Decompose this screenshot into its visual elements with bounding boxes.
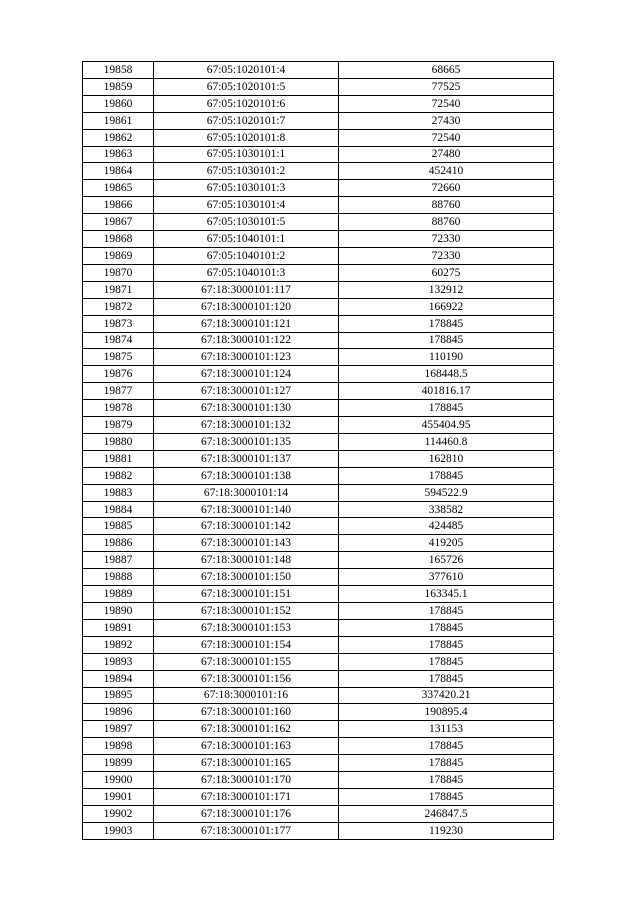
row-number-cell: 19900 <box>83 772 154 789</box>
value-cell: 162810 <box>339 450 554 467</box>
cadastral-number-cell: 67:18:3000101:155 <box>154 653 339 670</box>
cadastral-number-cell: 67:18:3000101:121 <box>154 315 339 332</box>
value-cell: 338582 <box>339 501 554 518</box>
value-cell: 452410 <box>339 163 554 180</box>
value-cell: 178845 <box>339 332 554 349</box>
table-row <box>83 670 554 687</box>
table-row <box>83 772 554 789</box>
table-row <box>83 822 554 839</box>
cadastral-number-cell: 67:18:3000101:122 <box>154 332 339 349</box>
table-row <box>83 231 554 248</box>
table-row <box>83 738 554 755</box>
cadastral-number-cell: 67:18:3000101:16 <box>154 687 339 704</box>
row-number-cell: 19883 <box>83 484 154 501</box>
value-cell: 110190 <box>339 349 554 366</box>
table-row <box>83 247 554 264</box>
value-cell: 178845 <box>339 670 554 687</box>
cadastral-number-cell: 67:05:1040101:1 <box>154 231 339 248</box>
row-number-cell: 19884 <box>83 501 154 518</box>
table-row <box>83 146 554 163</box>
value-cell: 178845 <box>339 400 554 417</box>
table-row <box>83 755 554 772</box>
row-number-cell: 19889 <box>83 586 154 603</box>
cadastral-number-cell: 67:18:3000101:14 <box>154 484 339 501</box>
table-row <box>83 417 554 434</box>
table-row <box>83 62 554 79</box>
cadastral-number-cell: 67:18:3000101:120 <box>154 298 339 315</box>
row-number-cell: 19878 <box>83 400 154 417</box>
cadastral-number-cell: 67:18:3000101:171 <box>154 788 339 805</box>
table-row <box>83 704 554 721</box>
cadastral-number-cell: 67:05:1020101:6 <box>154 95 339 112</box>
table-row <box>83 315 554 332</box>
row-number-cell: 19903 <box>83 822 154 839</box>
row-number-cell: 19897 <box>83 721 154 738</box>
row-number-cell: 19859 <box>83 78 154 95</box>
row-number-cell: 19868 <box>83 231 154 248</box>
table-row <box>83 636 554 653</box>
row-number-cell: 19860 <box>83 95 154 112</box>
cadastral-number-cell: 67:18:3000101:123 <box>154 349 339 366</box>
table-row <box>83 586 554 603</box>
row-number-cell: 19887 <box>83 552 154 569</box>
value-cell: 178845 <box>339 636 554 653</box>
value-cell: 190895.4 <box>339 704 554 721</box>
table-row <box>83 535 554 552</box>
value-cell: 88760 <box>339 197 554 214</box>
cadastral-number-cell: 67:18:3000101:154 <box>154 636 339 653</box>
value-cell: 119230 <box>339 822 554 839</box>
cadastral-number-cell: 67:05:1030101:5 <box>154 214 339 231</box>
value-cell: 178845 <box>339 788 554 805</box>
cadastral-number-cell: 67:18:3000101:177 <box>154 822 339 839</box>
row-number-cell: 19896 <box>83 704 154 721</box>
table-row <box>83 281 554 298</box>
table-row <box>83 197 554 214</box>
table-row <box>83 129 554 146</box>
row-number-cell: 19874 <box>83 332 154 349</box>
table-row <box>83 518 554 535</box>
table-row <box>83 112 554 129</box>
row-number-cell: 19901 <box>83 788 154 805</box>
row-number-cell: 19891 <box>83 619 154 636</box>
cadastral-number-cell: 67:18:3000101:151 <box>154 586 339 603</box>
cadastral-number-cell: 67:18:3000101:124 <box>154 366 339 383</box>
row-number-cell: 19886 <box>83 535 154 552</box>
table-row <box>83 552 554 569</box>
row-number-cell: 19858 <box>83 62 154 79</box>
value-cell: 114460.8 <box>339 433 554 450</box>
row-number-cell: 19876 <box>83 366 154 383</box>
value-cell: 455404.95 <box>339 417 554 434</box>
cadastral-number-cell: 67:18:3000101:165 <box>154 755 339 772</box>
table-row <box>83 501 554 518</box>
value-cell: 377610 <box>339 569 554 586</box>
cadastral-number-cell: 67:18:3000101:137 <box>154 450 339 467</box>
row-number-cell: 19869 <box>83 247 154 264</box>
row-number-cell: 19862 <box>83 129 154 146</box>
value-cell: 163345.1 <box>339 586 554 603</box>
value-cell: 178845 <box>339 315 554 332</box>
cadastral-number-cell: 67:18:3000101:135 <box>154 433 339 450</box>
cadastral-number-cell: 67:18:3000101:152 <box>154 603 339 620</box>
value-cell: 72330 <box>339 231 554 248</box>
row-number-cell: 19888 <box>83 569 154 586</box>
value-cell: 132912 <box>339 281 554 298</box>
table-row <box>83 180 554 197</box>
row-number-cell: 19882 <box>83 467 154 484</box>
value-cell: 68665 <box>339 62 554 79</box>
row-number-cell: 19880 <box>83 433 154 450</box>
value-cell: 77525 <box>339 78 554 95</box>
table-row <box>83 433 554 450</box>
value-cell: 60275 <box>339 264 554 281</box>
value-cell: 131153 <box>339 721 554 738</box>
table-row <box>83 214 554 231</box>
cadastral-number-cell: 67:18:3000101:130 <box>154 400 339 417</box>
row-number-cell: 19899 <box>83 755 154 772</box>
cadastral-number-cell: 67:18:3000101:176 <box>154 805 339 822</box>
table-row <box>83 619 554 636</box>
cadastral-number-cell: 67:05:1040101:3 <box>154 264 339 281</box>
row-number-cell: 19894 <box>83 670 154 687</box>
cadastral-number-cell: 67:18:3000101:140 <box>154 501 339 518</box>
table-row <box>83 687 554 704</box>
table-row <box>83 332 554 349</box>
cadastral-number-cell: 67:18:3000101:142 <box>154 518 339 535</box>
table-row <box>83 383 554 400</box>
cadastral-number-cell: 67:05:1020101:7 <box>154 112 339 129</box>
value-cell: 178845 <box>339 738 554 755</box>
row-number-cell: 19871 <box>83 281 154 298</box>
value-cell: 178845 <box>339 755 554 772</box>
table-row <box>83 366 554 383</box>
cadastral-number-cell: 67:05:1030101:2 <box>154 163 339 180</box>
table-row <box>83 264 554 281</box>
value-cell: 166922 <box>339 298 554 315</box>
table-row <box>83 603 554 620</box>
cadastral-number-cell: 67:05:1020101:5 <box>154 78 339 95</box>
row-number-cell: 19892 <box>83 636 154 653</box>
row-number-cell: 19865 <box>83 180 154 197</box>
table-row <box>83 805 554 822</box>
value-cell: 165726 <box>339 552 554 569</box>
value-cell: 178845 <box>339 653 554 670</box>
value-cell: 72660 <box>339 180 554 197</box>
row-number-cell: 19863 <box>83 146 154 163</box>
value-cell: 424485 <box>339 518 554 535</box>
cadastral-number-cell: 67:18:3000101:138 <box>154 467 339 484</box>
records-table <box>82 61 554 840</box>
table-row <box>83 721 554 738</box>
cadastral-number-cell: 67:18:3000101:163 <box>154 738 339 755</box>
cadastral-number-cell: 67:18:3000101:117 <box>154 281 339 298</box>
table-row <box>83 653 554 670</box>
value-cell: 178845 <box>339 603 554 620</box>
row-number-cell: 19866 <box>83 197 154 214</box>
row-number-cell: 19885 <box>83 518 154 535</box>
table-row <box>83 569 554 586</box>
value-cell: 594522.9 <box>339 484 554 501</box>
row-number-cell: 19881 <box>83 450 154 467</box>
cadastral-number-cell: 67:18:3000101:156 <box>154 670 339 687</box>
row-number-cell: 19895 <box>83 687 154 704</box>
value-cell: 72330 <box>339 247 554 264</box>
row-number-cell: 19872 <box>83 298 154 315</box>
value-cell: 88760 <box>339 214 554 231</box>
row-number-cell: 19877 <box>83 383 154 400</box>
row-number-cell: 19879 <box>83 417 154 434</box>
row-number-cell: 19861 <box>83 112 154 129</box>
row-number-cell: 19875 <box>83 349 154 366</box>
value-cell: 72540 <box>339 95 554 112</box>
row-number-cell: 19873 <box>83 315 154 332</box>
cadastral-number-cell: 67:18:3000101:150 <box>154 569 339 586</box>
row-number-cell: 19870 <box>83 264 154 281</box>
row-number-cell: 19898 <box>83 738 154 755</box>
value-cell: 168448.5 <box>339 366 554 383</box>
table-row <box>83 484 554 501</box>
cadastral-number-cell: 67:18:3000101:148 <box>154 552 339 569</box>
row-number-cell: 19893 <box>83 653 154 670</box>
table-row <box>83 788 554 805</box>
table-row <box>83 95 554 112</box>
value-cell: 72540 <box>339 129 554 146</box>
cadastral-number-cell: 67:18:3000101:162 <box>154 721 339 738</box>
value-cell: 27430 <box>339 112 554 129</box>
cadastral-number-cell: 67:18:3000101:143 <box>154 535 339 552</box>
cadastral-number-cell: 67:18:3000101:160 <box>154 704 339 721</box>
records-table-body <box>83 62 554 840</box>
value-cell: 27480 <box>339 146 554 163</box>
cadastral-number-cell: 67:18:3000101:132 <box>154 417 339 434</box>
cadastral-number-cell: 67:05:1020101:8 <box>154 129 339 146</box>
table-row <box>83 400 554 417</box>
cadastral-number-cell: 67:18:3000101:170 <box>154 772 339 789</box>
table-row <box>83 450 554 467</box>
cadastral-number-cell: 67:05:1030101:3 <box>154 180 339 197</box>
value-cell: 178845 <box>339 772 554 789</box>
value-cell: 246847.5 <box>339 805 554 822</box>
table-row <box>83 298 554 315</box>
value-cell: 178845 <box>339 619 554 636</box>
table-row <box>83 163 554 180</box>
value-cell: 401816.17 <box>339 383 554 400</box>
cadastral-number-cell: 67:05:1030101:1 <box>154 146 339 163</box>
value-cell: 178845 <box>339 467 554 484</box>
row-number-cell: 19890 <box>83 603 154 620</box>
row-number-cell: 19902 <box>83 805 154 822</box>
table-row <box>83 467 554 484</box>
row-number-cell: 19864 <box>83 163 154 180</box>
value-cell: 337420.21 <box>339 687 554 704</box>
cadastral-number-cell: 67:05:1020101:4 <box>154 62 339 79</box>
cadastral-number-cell: 67:18:3000101:153 <box>154 619 339 636</box>
table-row <box>83 349 554 366</box>
table-row <box>83 78 554 95</box>
row-number-cell: 19867 <box>83 214 154 231</box>
cadastral-number-cell: 67:18:3000101:127 <box>154 383 339 400</box>
cadastral-number-cell: 67:05:1040101:2 <box>154 247 339 264</box>
value-cell: 419205 <box>339 535 554 552</box>
cadastral-number-cell: 67:05:1030101:4 <box>154 197 339 214</box>
